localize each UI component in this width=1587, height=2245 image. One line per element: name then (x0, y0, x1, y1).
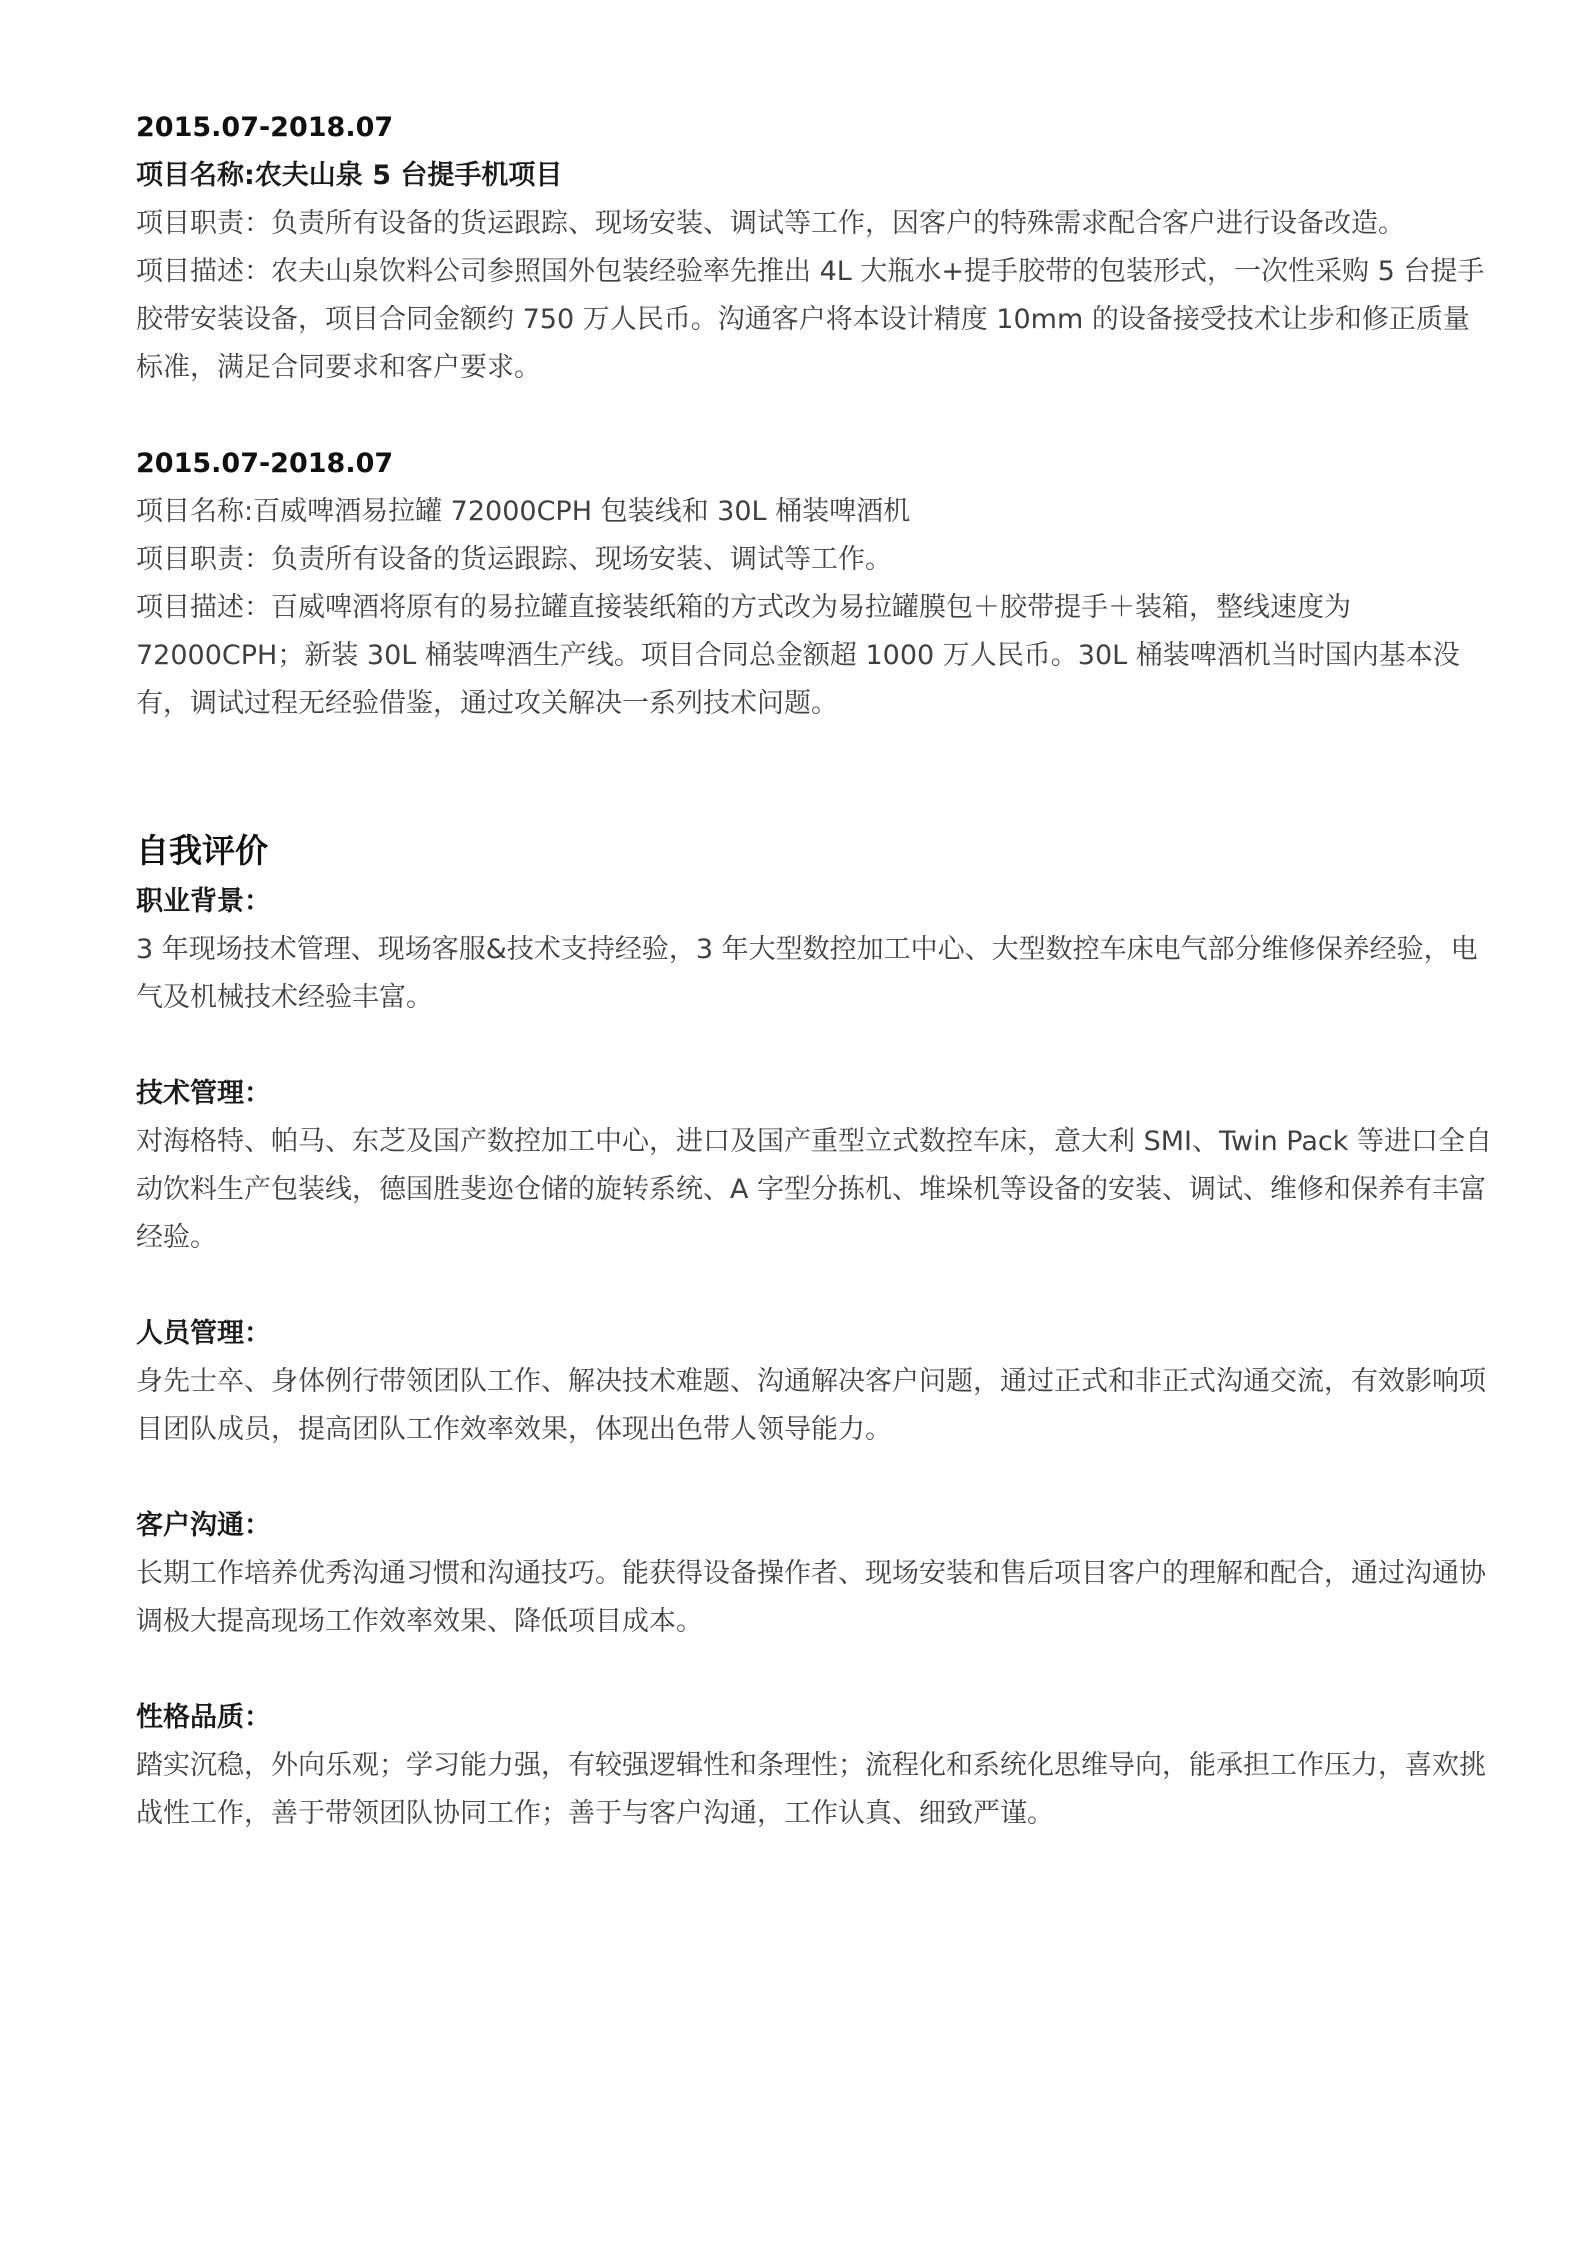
eval-heading: 技术管理： (136, 1078, 271, 1109)
eval-text: 长期工作培养优秀沟通习惯和沟通技巧。能获得设备操作者、现场安装和售后项目客户的理解和配合，通过沟通协调极大提高现场工作效率效果、降低项目成本。 (136, 1558, 1486, 1637)
project-entry (136, 440, 1496, 728)
project-duty: 项目职责：负责所有设备的货运跟踪、现场安装、调试等工作，因客户的特殊需求配合客户进行设备改造。 (136, 208, 1405, 239)
eval-text: 3 年现场技术管理、现场客服&技术支持经验，3 年大型数控加工中心、大型数控车床电气部分维修保养经验，电气及机械技术经验丰富。 (136, 934, 1478, 1013)
eval-text: 踏实沉稳，外向乐观；学习能力强，有较强逻辑性和条理性；流程化和系统化思维导向，能承担工作压力，喜欢挑战性工作，善于带领团队协同工作；善于与客户沟通，工作认真、细致严谨。 (136, 1750, 1486, 1829)
eval-heading: 客户沟通： (136, 1510, 271, 1541)
resume-page (136, 104, 1496, 1886)
eval-text: 对海格特、帕马、东芝及国产数控加工中心，进口及国产重型立式数控车床，意大利 SMI、Twin Pack 等进口全自动饮料生产包装线，德国胜斐迩仓储的旋转系统、A 字型分拣机、堆垛机等设备的安装、调试、维修和保养有丰富经验。 (136, 1126, 1492, 1253)
eval-personality (136, 1694, 1496, 1838)
eval-technical-management (136, 1070, 1496, 1262)
project-duty: 项目职责：负责所有设备的货运跟踪、现场安装、调试等工作。 (136, 544, 892, 575)
eval-text: 身先士卒、身体例行带领团队工作、解决技术难题、沟通解决客户问题，通过正式和非正式沟通交流，有效影响项目团队成员，提高团队工作效率效果，体现出色带人领导能力。 (136, 1366, 1486, 1445)
project-date: 2015.07-2018.07 (136, 112, 394, 143)
eval-heading: 职业背景： (136, 886, 271, 917)
eval-personnel-management (136, 1310, 1496, 1454)
project-name: 项目名称:百威啤酒易拉罐 72000CPH 包装线和 30L 桶装啤酒机 (136, 496, 911, 527)
project-entry (136, 104, 1496, 392)
eval-customer-communication (136, 1502, 1496, 1646)
project-name: 项目名称:农夫山泉 5 台提手机项目 (136, 160, 563, 191)
eval-career-background (136, 878, 1496, 1022)
project-date: 2015.07-2018.07 (136, 448, 394, 479)
project-description: 项目描述：农夫山泉饮料公司参照国外包装经验率先推出 4L 大瓶水+提手胶带的包装形式，一次性采购 5 台提手胶带安装设备，项目合同金额约 750 万人民币。沟通客户将本设计精度 10mm 的设备接受技术让步和修正质量标准，满足合同要求和客户要求。 (136, 256, 1485, 383)
self-evaluation-title: 自我评价 (136, 831, 268, 870)
project-description: 项目描述：百威啤酒将原有的易拉罐直接装纸箱的方式改为易拉罐膜包＋胶带提手＋装箱，整线速度为72000CPH；新装 30L 桶装啤酒生产线。项目合同总金额超 1000 万人民币。30L 桶装啤酒机当时国内基本没有，调试过程无经验借鉴，通过攻关解决一系列技术问题。 (136, 592, 1460, 719)
eval-heading: 人员管理： (136, 1318, 271, 1349)
eval-heading: 性格品质： (136, 1702, 271, 1733)
